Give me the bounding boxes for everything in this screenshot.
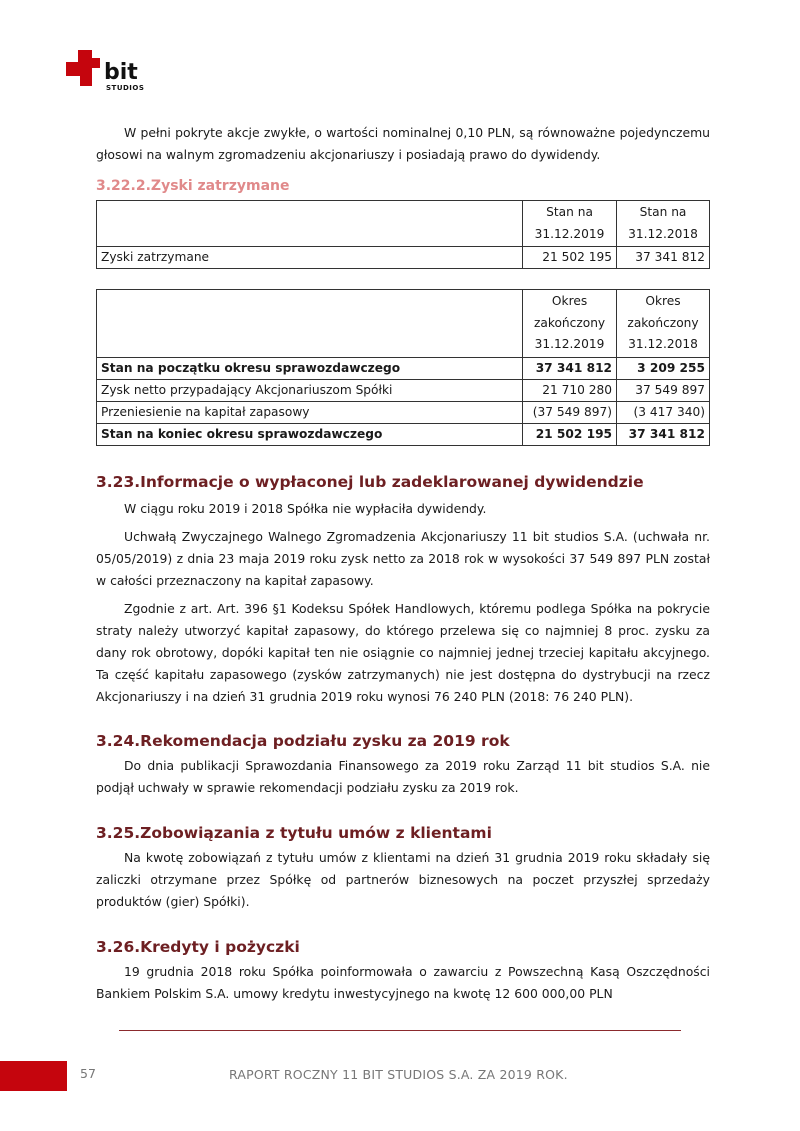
table-row	[97, 401, 710, 423]
section-323-paragraph-3: Zgodnie z art. Art. 396 §1 Kodeksu Spółek Handlowych, któremu podlega Spółka na pokrycie straty należy utworzyć kapitał zapasowy, do którego przelewa się co najmniej 8 proc. zysku za dany rok obrotowy, dopóki kapitał ten nie osiągnie co najmniej jednej trzeciej kapitału akcyjnego. Ta część kapitału zapasowego (zysków zatrzymanych) nie jest dostępna do dystrybucji na rzecz Akcjonariuszy i na dzień 31 grudnia 2019 roku wynosi 76 240 PLN (2018: 76 240 PLN).	[96, 600, 710, 704]
row-value-2018: (3 417 340)	[617, 401, 710, 423]
section-326-paragraph-1: 19 grudnia 2018 roku Spółka poinformowała o zawarciu z Powszechną Kasą Oszczędności Bankiem Polskim S.A. umowy kredytu inwestycyjnego na kwotę 12 600 000,00 PLN	[96, 963, 710, 1001]
table-header-empty	[97, 201, 523, 247]
table-row	[97, 357, 710, 379]
section-323-paragraph-1: W ciągu roku 2019 i 2018 Spółka nie wypłaciła dywidendy.	[124, 500, 487, 516]
section-323-paragraph-2: Uchwałą Zwyczajnego Walnego Zgromadzenia Akcjonariuszy 11 bit studios S.A. (uchwała nr. 05/05/2019) z dnia 23 maja 2019 roku zysk netto za 2018 rok w wysokości 37 549 897 PLN został w całości przeznaczony na kapitał zapasowy.	[96, 528, 710, 588]
section-323-title: 3.23.Informacje o wypłaconej lub zadeklarowanej dywidendzie	[96, 472, 644, 491]
row-value-2018: 37 341 812	[617, 423, 710, 445]
footer-title: RAPORT ROCZNY 11 BIT STUDIOS S.A. ZA 2019 ROK.	[229, 1067, 568, 1082]
section-3222-title: 3.22.2.Zyski zatrzymane	[96, 178, 290, 194]
section-325-paragraph-1: Na kwotę zobowiązań z tytułu umów z klientami na dzień 31 grudnia 2019 roku składały się zaliczki otrzymane przez Spółkę od partnerów biznesowych na poczet przyszłej sprzedaży produktów (gier) Spółki).	[96, 849, 710, 909]
row-value-2019: (37 549 897)	[523, 401, 617, 423]
row-value-2018: 37 341 812	[617, 247, 710, 269]
section-326-title: 3.26.Kredyty i pożyczki	[96, 937, 300, 956]
row-label: Przeniesienie na kapitał zapasowy	[97, 401, 523, 423]
table-header-row	[97, 201, 710, 247]
footer-divider	[119, 1030, 681, 1031]
table-row	[97, 423, 710, 445]
row-label: Stan na początku okresu sprawozdawczego	[97, 357, 523, 379]
company-logo	[66, 48, 150, 96]
table-row	[97, 379, 710, 401]
logo-wordmark: bit	[104, 60, 138, 85]
row-value-2018: 3 209 255	[617, 357, 710, 379]
table-header-2019: Okres zakończony 31.12.2019	[523, 290, 617, 358]
row-value-2019: 21 710 280	[523, 379, 617, 401]
row-value-2019: 21 502 195	[523, 247, 617, 269]
retained-earnings-table	[96, 200, 710, 269]
row-value-2019: 37 341 812	[523, 357, 617, 379]
table-header-row	[97, 290, 710, 358]
section-324-title: 3.24.Rekomendacja podziału zysku za 2019 rok	[96, 731, 510, 750]
table-header-2019: Stan na 31.12.2019	[523, 201, 617, 247]
section-325-title: 3.25.Zobowiązania z tytułu umów z klientami	[96, 823, 492, 842]
table-row	[97, 247, 710, 269]
row-label: Zyski zatrzymane	[97, 247, 523, 269]
row-label: Zysk netto przypadający Akcjonariuszom Spółki	[97, 379, 523, 401]
row-value-2019: 21 502 195	[523, 423, 617, 445]
table-header-2018: Stan na 31.12.2018	[617, 201, 710, 247]
table-header-2018: Okres zakończony 31.12.2018	[617, 290, 710, 358]
section-324-paragraph-1: Do dnia publikacji Sprawozdania Finansowego za 2019 roku Zarząd 11 bit studios S.A. nie podjął uchwały w sprawie rekomendacji podziału zysku za 2019 rok.	[96, 757, 710, 795]
logo-subtitle: STUDIOS	[106, 84, 145, 92]
row-label: Stan na koniec okresu sprawozdawczego	[97, 423, 523, 445]
logo-mark-icon	[66, 48, 106, 88]
document-body	[96, 122, 710, 1005]
retained-earnings-movement-table	[96, 289, 710, 446]
footer-accent-block	[0, 1061, 67, 1091]
table-header-empty	[97, 290, 523, 358]
row-value-2018: 37 549 897	[617, 379, 710, 401]
intro-paragraph: W pełni pokryte akcje zwykłe, o wartości nominalnej 0,10 PLN, są równoważne pojedynczemu głosowi na walnym zgromadzeniu akcjonariuszy i posiadają prawo do dywidendy.	[96, 125, 710, 162]
page-number: 57	[80, 1066, 96, 1081]
